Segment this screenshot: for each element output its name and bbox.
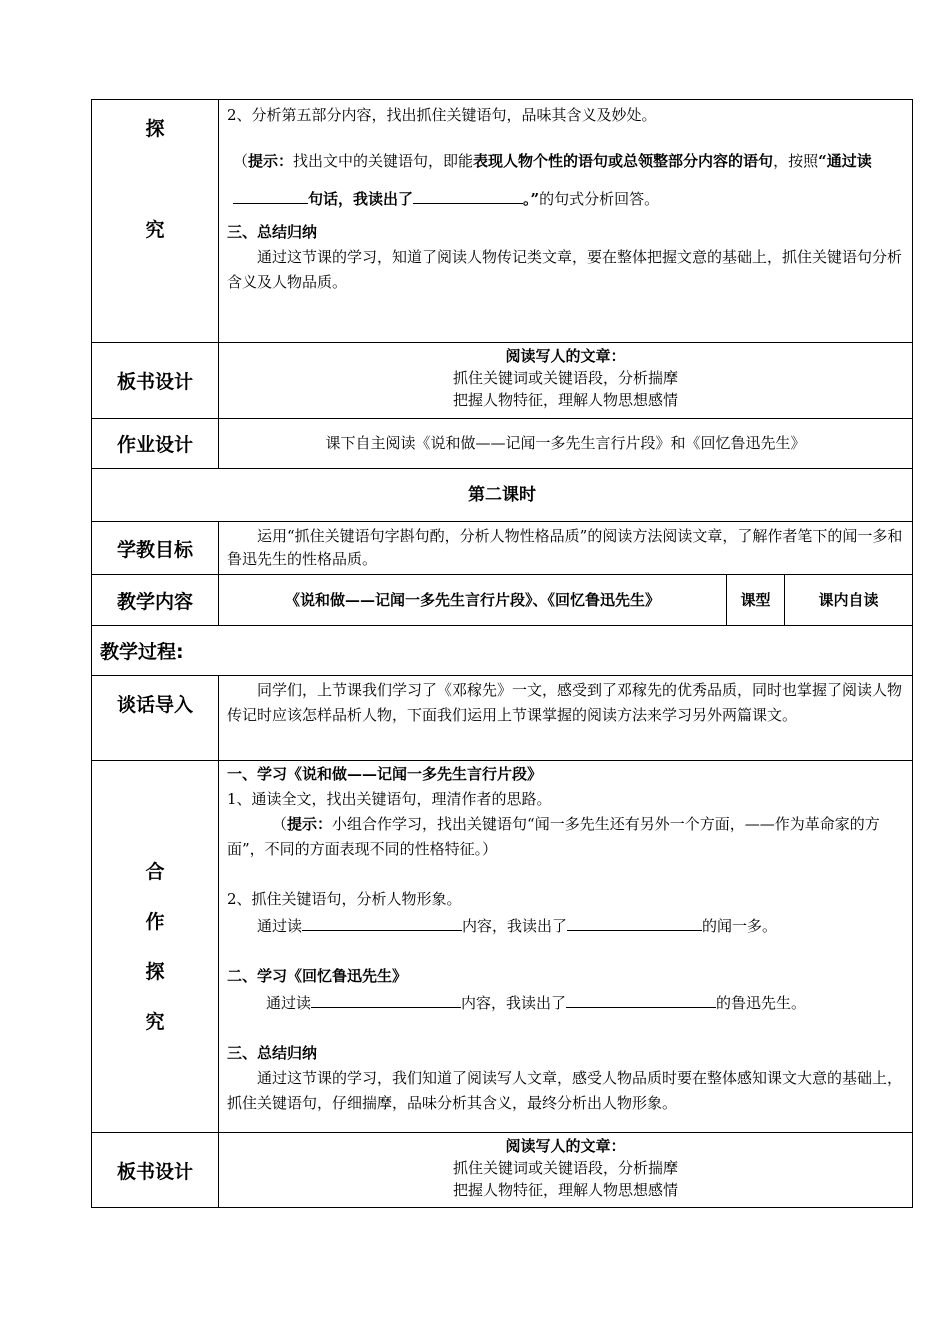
coop-step-1: 1、通读全文，找出关键语句，理清作者的思路。 (227, 790, 552, 808)
answer-blank[interactable] (413, 185, 523, 204)
intro-label: 谈话导入 (92, 676, 219, 761)
explore-item-2: 2、分析第五部分内容，找出抓住关键语句，品味其含义及妙处。 (227, 106, 657, 124)
board-line: 抓住关键词或关键语段，分析揣摩 (453, 1159, 679, 1177)
explore-row (92, 100, 913, 343)
lesson2-title: 第二课时 (92, 469, 913, 522)
board-line: 把握人物特征，理解人物思想感情 (453, 1181, 679, 1199)
coop-summary: 通过这节课的学习，我们知道了阅读写人文章，感受人物品质时要在整体感知课文大意的基础上，抓住关键语句，仔细揣摩，品味分析其含义，最终分析出人物形象。 (227, 1069, 903, 1112)
type-label: 课型 (727, 575, 785, 626)
answer-blank[interactable] (567, 912, 702, 931)
content-label: 教学内容 (92, 575, 219, 626)
lesson2-row (92, 469, 913, 522)
process-label: 教学过程: (92, 626, 913, 676)
explore-label-cell (92, 100, 219, 343)
board-line: 把握人物特征，理解人物思想感情 (453, 391, 679, 409)
explore-hint: （提示：找出文中的关键语句，即能表现人物个性的语句或总领整部分内容的语句，按照“通过读句话，我读出了 。”的句式分析回答。 (233, 152, 872, 208)
content-text: 《说和做——记闻一多先生言行片段》、《回忆鲁迅先生》 (219, 575, 727, 626)
content-row (92, 575, 913, 626)
board-label: 板书设计 (92, 1133, 219, 1208)
board-title: 阅读写人的文章： (505, 1137, 626, 1155)
explore-label-top: 探 (145, 118, 165, 140)
coop-heading-2: 二、学习《回忆鲁迅先生》 (227, 967, 408, 985)
intro-text: 同学们，上节课我们学习了《邓稼先》一文，感受到了邓稼先的优秀品质，同时也掌握了阅读人物传记时应该怎样品析人物，下面我们运用上节课掌握的阅读方法来学习另外两篇课文。 (219, 676, 913, 761)
summary-text: 通过这节课的学习，知道了阅读人物传记类文章，要在整体把握文意的基础上，抓住关键语句分析含义及人物品质。 (227, 248, 903, 291)
coop-hint: （提示：小组合作学习，找出关键语句“闻一多先生还有另外一个方面，——作为革命家的方面”，不同的方面表现不同的性格特征。） (227, 815, 880, 858)
explore-content (219, 100, 913, 343)
board-line: 抓住关键词或关键语段，分析揣摩 (453, 369, 679, 387)
answer-blank[interactable] (302, 912, 462, 931)
coop-step-2-fill: 通过读 内容，我读出了 的闻一多。 (227, 912, 904, 939)
goals-label: 学教目标 (92, 522, 219, 575)
coop-heading-3: 三、总结归纳 (227, 1044, 318, 1062)
goals-text: 运用“抓住关键语句字斟句酌，分析人物性格品质”的阅读方法阅读文章，了解作者笔下的闻一多和鲁迅先生的性格品质。 (219, 522, 913, 575)
board-content (219, 1133, 913, 1208)
coop-content (219, 761, 913, 1133)
board-row-2 (92, 1133, 913, 1208)
coop-heading-1: 一、学习《说和做——记闻一多先生言行片段》 (227, 765, 543, 783)
answer-blank[interactable] (566, 989, 716, 1008)
homework-text: 课下自主阅读《说和做——记闻一多先生言行片段》和《回忆鲁迅先生》 (219, 419, 913, 469)
process-row (92, 626, 913, 676)
coop-step-3-fill: 通过读 内容，我读出了 的鲁迅先生。 (227, 989, 904, 1016)
coop-step-2: 2、抓住关键语句，分析人物形象。 (227, 890, 462, 908)
answer-blank[interactable] (233, 185, 308, 204)
coop-row (92, 761, 913, 1133)
board-title: 阅读写人的文章： (505, 347, 626, 365)
board-content (219, 343, 913, 419)
coop-label: 合 作 探 究 (92, 761, 219, 1133)
homework-row (92, 419, 913, 469)
homework-label: 作业设计 (92, 419, 219, 469)
goals-row (92, 522, 913, 575)
intro-row (92, 676, 913, 761)
board-row-1 (92, 343, 913, 419)
summary-heading: 三、总结归纳 (227, 223, 318, 241)
explore-label-bottom: 究 (145, 219, 165, 241)
board-label: 板书设计 (92, 343, 219, 419)
type-value: 课内自读 (785, 575, 913, 626)
lesson-plan-table (91, 99, 913, 1208)
answer-blank[interactable] (311, 989, 461, 1008)
